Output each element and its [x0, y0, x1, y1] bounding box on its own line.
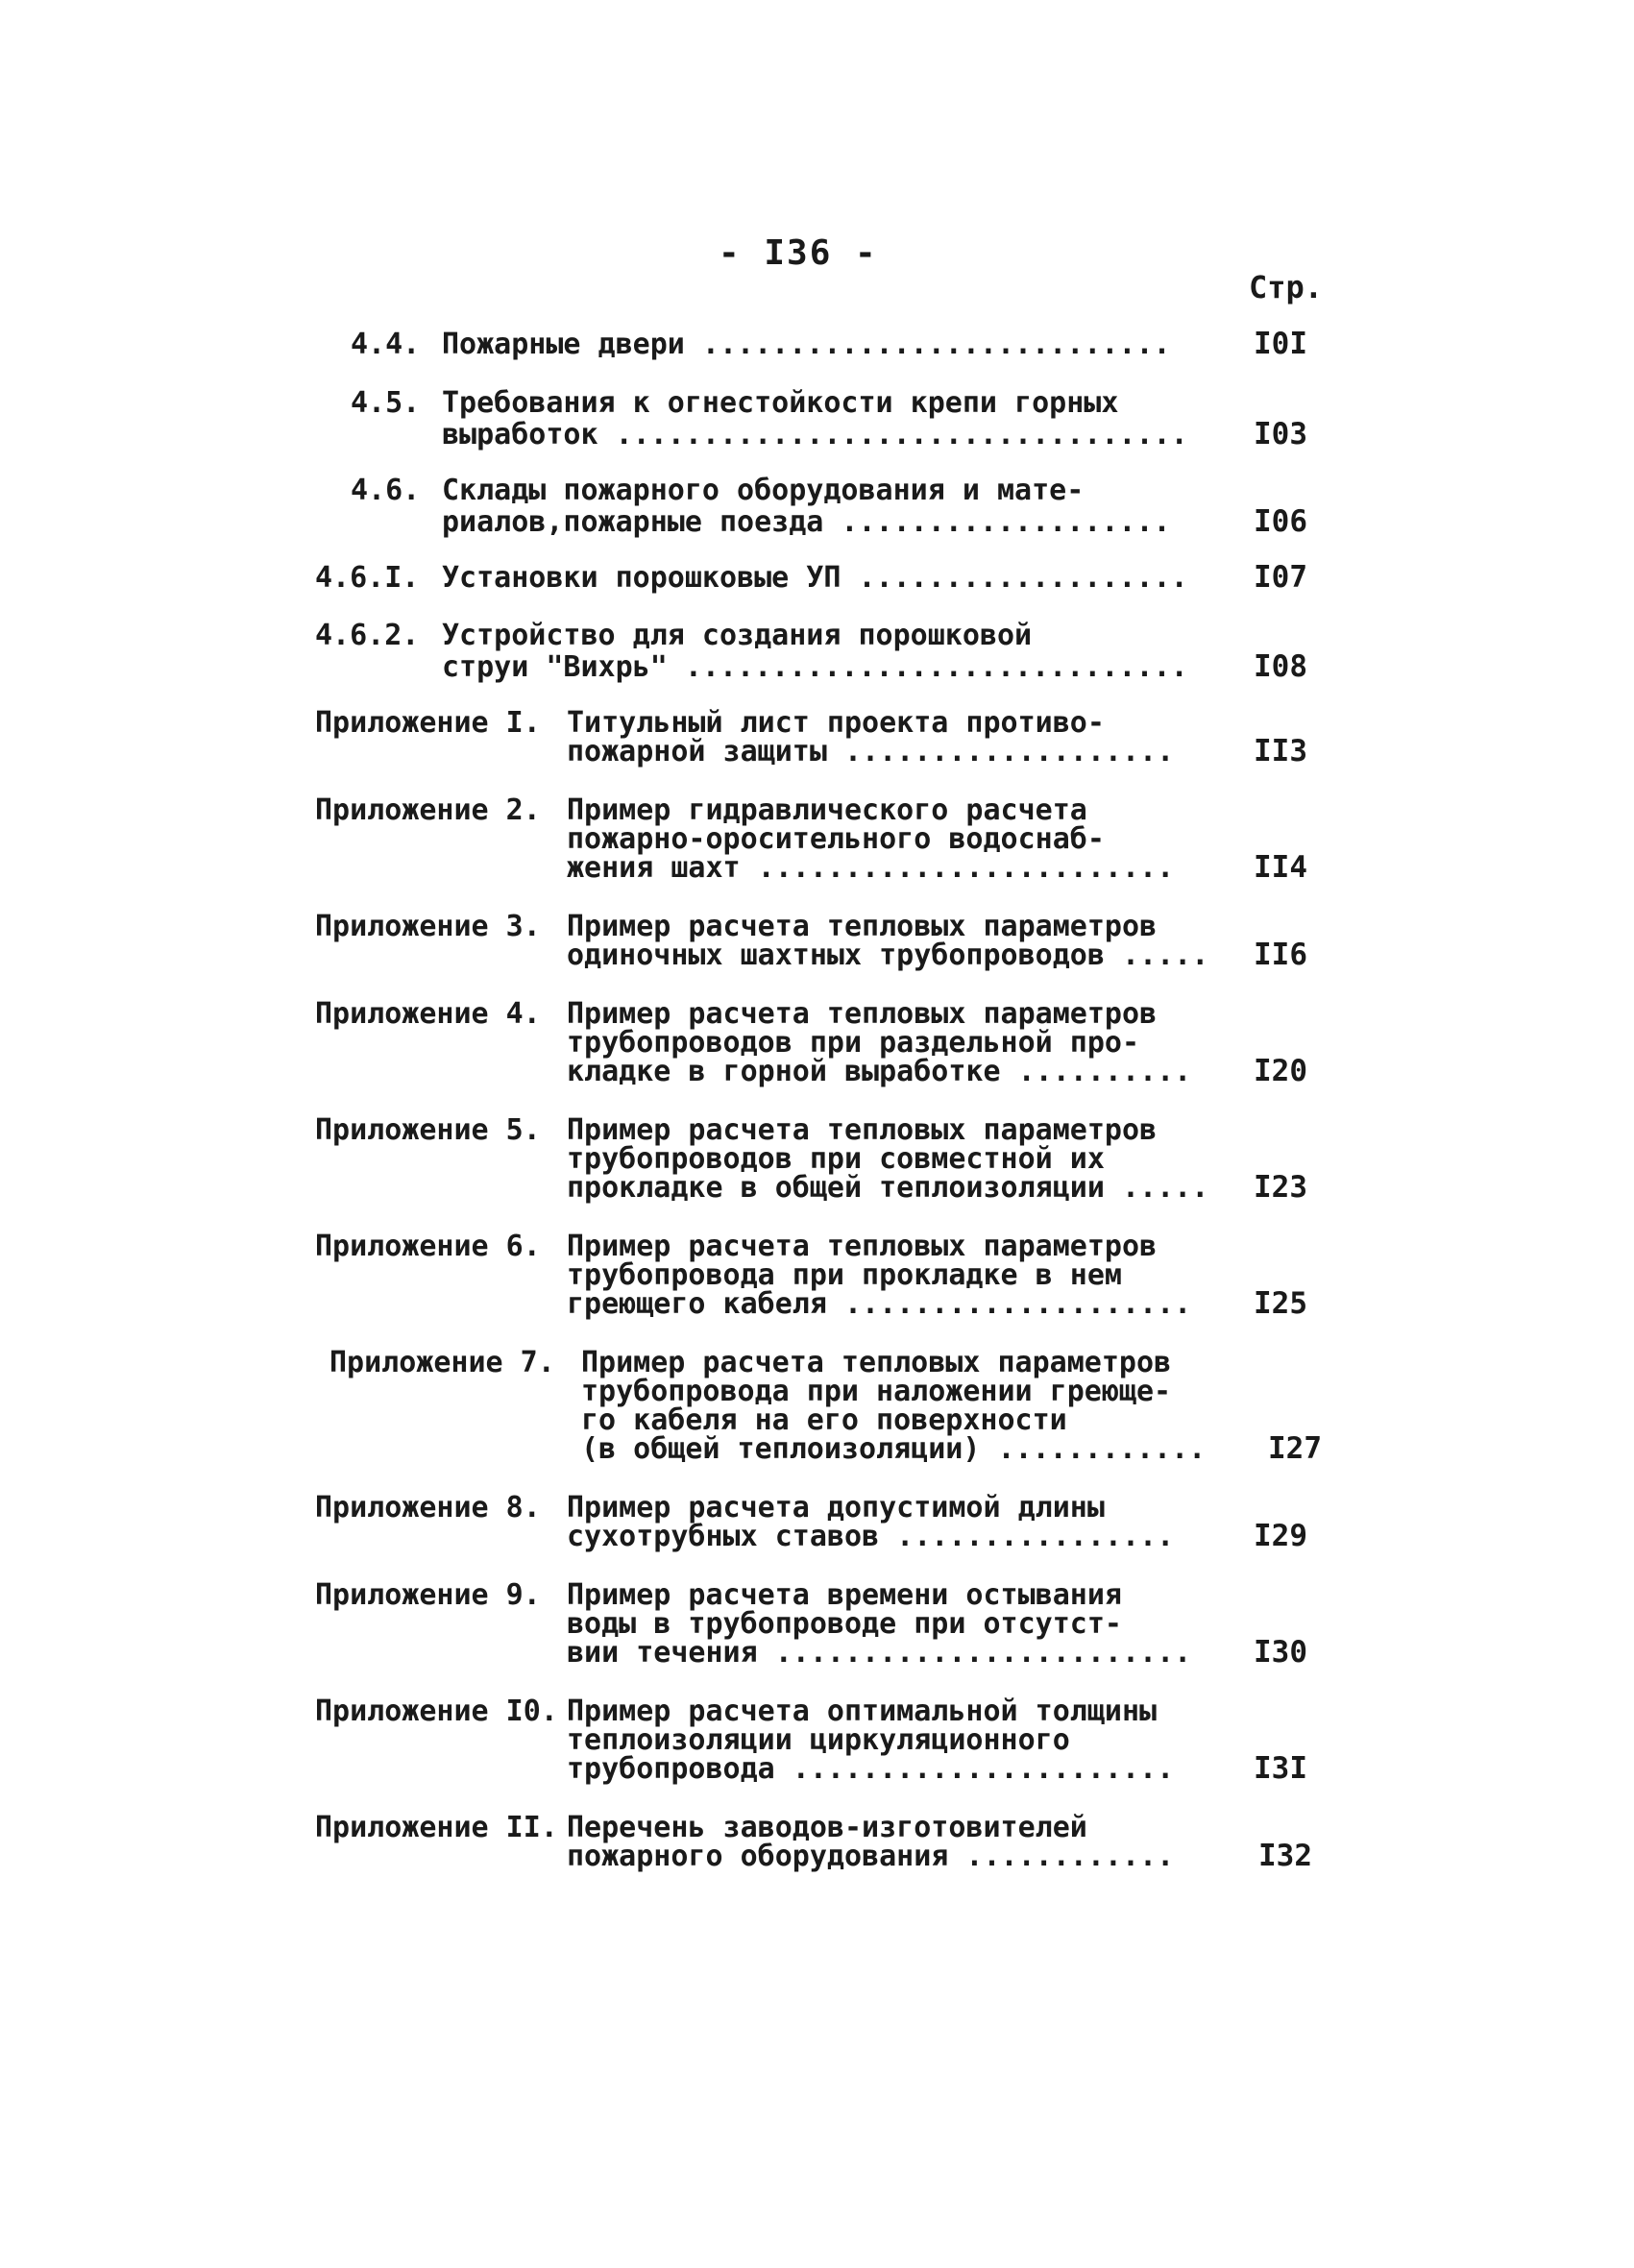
toc-entry-title-line: Пример расчета оптимальной толщины — [567, 1695, 1158, 1728]
toc-entry-number: Приложение 6. — [315, 1230, 541, 1263]
toc-entry-page: II4 — [1254, 850, 1307, 885]
toc-entry-page: I03 — [1254, 417, 1307, 451]
toc-entry-title-line: трубопроводов при совместной их — [567, 1142, 1105, 1176]
toc-entry-title-line: Пример расчета тепловых параметров — [567, 910, 1158, 943]
toc-entry-title-line: кладке в горной выработке .......... — [567, 1055, 1192, 1088]
page-column-header: Стр. — [1249, 269, 1324, 305]
toc-entry-title-line: выработок ................................. — [442, 418, 1188, 451]
toc-entry-title-line: греющего кабеля .................... — [567, 1287, 1192, 1321]
toc-entry-title-line: пожарной защиты ................... — [567, 735, 1175, 768]
toc-entry-page: II3 — [1254, 734, 1307, 768]
toc-entry-page: I29 — [1254, 1519, 1307, 1553]
toc-entry-number: 4.6.2. — [315, 619, 420, 652]
toc-entry-page: I25 — [1254, 1286, 1307, 1321]
toc-entry-number: Приложение 3. — [315, 910, 541, 943]
toc-entry-title-line: теплоизоляции циркуляционного — [567, 1723, 1070, 1757]
toc-entry-title-line: Пример расчета времени остывания — [567, 1578, 1122, 1612]
toc-entry-number: 4.6. — [351, 474, 421, 507]
toc-entry-page: I27 — [1268, 1431, 1322, 1466]
toc-entry-title-line: риалов,пожарные поезда ................... — [442, 505, 1171, 539]
toc-entry-title-line: Пример расчета тепловых параметров — [567, 997, 1158, 1031]
toc-entry-page: II6 — [1254, 938, 1307, 972]
toc-entry-title-line: трубопровода при наложении греюще- — [581, 1375, 1172, 1408]
toc-entry-title-line: Пример расчета допустимой длины — [567, 1491, 1105, 1524]
toc-entry-title-line: трубопроводов при раздельной про- — [567, 1026, 1140, 1060]
toc-entry-title-line: Пример гидравлического расчета — [567, 793, 1087, 827]
toc-entry-page: I23 — [1254, 1170, 1307, 1205]
toc-entry-number: 4.5. — [351, 386, 421, 420]
toc-entry-page: I30 — [1254, 1635, 1307, 1670]
toc-entry-number: Приложение 8. — [315, 1491, 541, 1524]
toc-entry-number: Приложение 7. — [329, 1346, 555, 1379]
toc-entry-number: Приложение 5. — [315, 1113, 541, 1147]
toc-entry-number: Приложение I0. — [315, 1695, 558, 1728]
toc-entry-title-line: Пример расчета тепловых параметров — [567, 1230, 1158, 1263]
toc-entry-page: I0I — [1254, 327, 1307, 361]
toc-entry-title-line: прокладке в общей теплоизоляции ..... — [567, 1171, 1209, 1205]
toc-entry-title-line: сухотрубных ставов ................ — [567, 1520, 1175, 1553]
toc-entry-number: 4.4. — [351, 328, 421, 361]
toc-entry-number: Приложение 9. — [315, 1578, 541, 1612]
toc-entry-title-line: Установки порошковые УП ................... — [442, 561, 1188, 595]
toc-entry-title-line: Пожарные двери ........................... — [442, 328, 1171, 361]
toc-entry-title-line: Пример расчета тепловых параметров — [581, 1346, 1172, 1379]
toc-entry-title-line: го кабеля на его поверхности — [581, 1403, 1067, 1437]
toc-entry-page: I06 — [1254, 504, 1307, 539]
toc-entry-page: I3I — [1254, 1751, 1307, 1786]
toc-entry-title-line: Требования к огнестойкости крепи горных — [442, 386, 1119, 420]
page-number: - I36 - — [719, 233, 878, 273]
toc-entry-title-line: пожарно-оросительного водоснаб- — [567, 822, 1105, 856]
toc-entry-title-line: трубопровода ...................... — [567, 1752, 1175, 1786]
toc-entry-number: Приложение 2. — [315, 793, 541, 827]
toc-entry-title-line: вии течения ........................ — [567, 1636, 1192, 1670]
toc-entry-page: I32 — [1258, 1839, 1312, 1873]
toc-entry-title-line: Титульный лист проекта противо- — [567, 706, 1105, 740]
toc-entry-title-line: Пример расчета тепловых параметров — [567, 1113, 1158, 1147]
toc-entry-title-line: жения шахт ........................ — [567, 851, 1175, 885]
toc-entry-number: Приложение 4. — [315, 997, 541, 1031]
toc-entry-title-line: струи "Вихрь" ............................. — [442, 650, 1188, 684]
toc-entry-title-line: воды в трубопроводе при отсутст- — [567, 1607, 1122, 1641]
toc-entry-title-line: Перечень заводов-изготовителей — [567, 1811, 1087, 1844]
toc-entry-page: I20 — [1254, 1054, 1307, 1088]
toc-entry-title-line: Устройство для создания порошковой — [442, 619, 1033, 652]
toc-entry-title-line: Склады пожарного оборудования и мате- — [442, 474, 1085, 507]
toc-entry-page: I08 — [1254, 649, 1307, 684]
toc-entry-page: I07 — [1254, 560, 1307, 595]
toc-entry-number: 4.6.I. — [315, 561, 420, 595]
toc-entry-title-line: одиночных шахтных трубопроводов ..... — [567, 939, 1209, 972]
toc-entry-title-line: пожарного оборудования ............ — [567, 1840, 1175, 1873]
toc-entry-number: Приложение II. — [315, 1811, 558, 1844]
toc-entry-title-line: (в общей теплоизоляции) ............ — [581, 1432, 1207, 1466]
toc-entry-title-line: трубопровода при прокладке в нем — [567, 1258, 1122, 1292]
toc-entry-number: Приложение I. — [315, 706, 541, 740]
